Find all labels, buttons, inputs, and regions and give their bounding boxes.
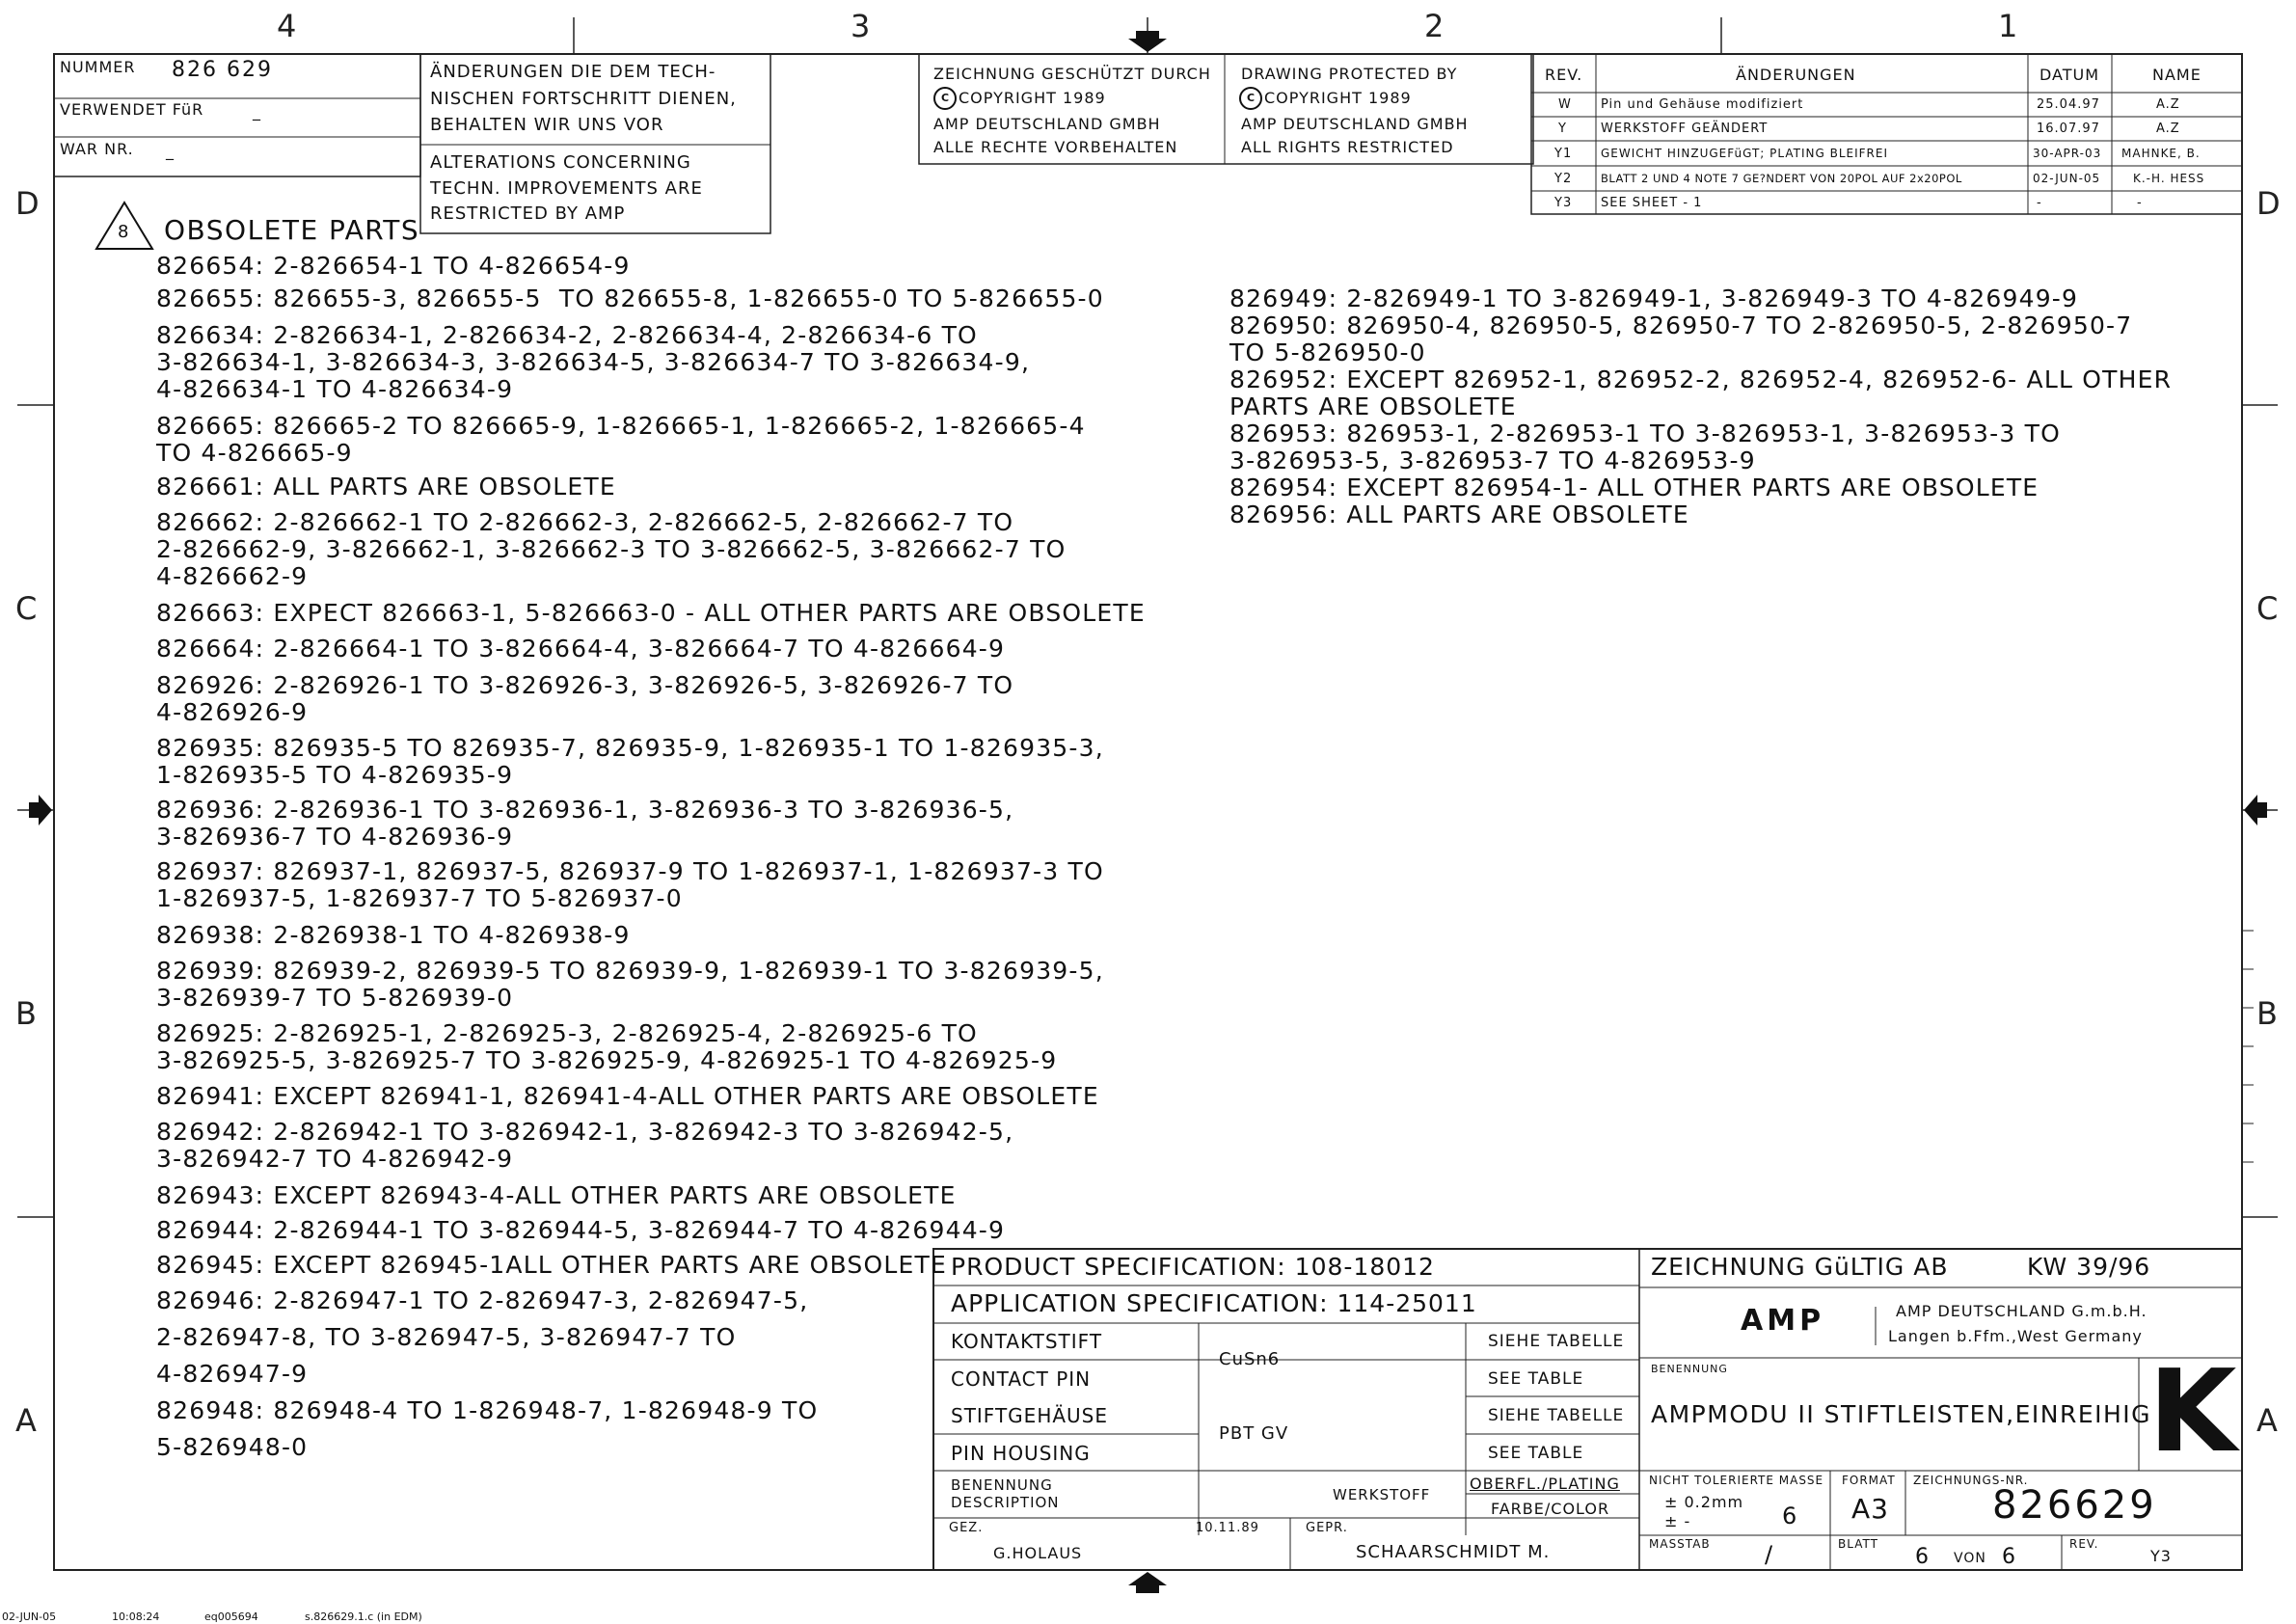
- copyright-de-line-3: AMP DEUTSCHLAND GMBH: [933, 115, 1161, 133]
- masstab-value: /: [1765, 1541, 1774, 1568]
- description-label: DESCRIPTION: [951, 1494, 1060, 1511]
- obsolete-list-right: 826949: 2-826949-1 TO 3-826949-1, 3-826949-3 TO 4-826949-9 826950: 826950-4, 826950-5, 826950-7 TO 2-826950-5, 2-826950-7 TO 5-826950-0 826952: EXCEPT 826952-1, 826952-2, 826952-4, 826952-6- ALL OTHER PARTS ARE OBSOLETE 826953: 826953-1, 2-826953-1 TO 3-826953-1, 3-826953-3 TO 3-826953-5, 3-826953-7 TO 4-826953-9 826954: EXCEPT 826954-1- ALL OTHER PARTS ARE OBSOLETE 826956: ALL PARTS ARE OBSOLETE: [1229, 284, 2173, 528]
- rev-row-4-name: K.-H. HESS: [2133, 172, 2205, 185]
- obsolete-entry: 826662: 2-826662-1 TO 2-826662-3, 2-826662-5, 2-826662-7 TO 2-826662-9, 3-826662-1, 3-826662-3 TO 3-826662-5, 3-826662-7 TO 4-826662-9: [156, 508, 1067, 590]
- rev-row-1-change: Pin und Gehäuse modifiziert: [1601, 97, 1804, 112]
- zone-label-left-d: D: [15, 185, 40, 222]
- rev-row-5-name: -: [2137, 196, 2143, 210]
- application-spec: APPLICATION SPECIFICATION: 114-25011: [951, 1289, 1477, 1317]
- zone-label-top-2: 2: [1424, 8, 1445, 44]
- zone-label-top-3: 3: [851, 8, 871, 44]
- gepr-name: SCHAARSCHMIDT M.: [1356, 1542, 1551, 1562]
- footer-date: 02-JUN-05: [2, 1610, 57, 1623]
- changes-de-line-1: ÄNDERUNGEN DIE DEM TECH-: [430, 62, 716, 82]
- zone-label-right-c: C: [2256, 590, 2279, 627]
- von-label: VON: [1954, 1551, 1986, 1566]
- tolerance-label: NICHT TOLERIERTE MASSE: [1649, 1474, 1824, 1487]
- obsolete-entry: 826664: 2-826664-1 TO 3-826664-4, 3-826664-7 TO 4-826664-9: [156, 635, 1006, 663]
- tolerance-2: ± -: [1664, 1512, 1691, 1530]
- farbe-color-label: FARBE/COLOR: [1491, 1500, 1610, 1518]
- zone-label-left-b: B: [15, 995, 37, 1032]
- contact-pin-label: CONTACT PIN: [951, 1367, 1092, 1391]
- copyright-de-line-1: ZEICHNUNG GESCHÜTZT DURCH: [933, 65, 1211, 83]
- copyright-en-line-4: ALL RIGHTS RESTRICTED: [1241, 138, 1454, 156]
- zone-label-right-a: A: [2256, 1402, 2278, 1439]
- rev-row-1-date: 25.04.97: [2037, 97, 2100, 112]
- obsolete-entry: 826943: EXCEPT 826943-4-ALL OTHER PARTS ARE OBSOLETE: [156, 1181, 957, 1209]
- changes-de-line-3: BEHALTEN WIR UNS VOR: [430, 115, 664, 135]
- drawing-title: AMPMODU II STIFTLEISTEN,EINREIHIG: [1651, 1400, 2152, 1428]
- benennung-small-label: BENENNUNG: [1651, 1363, 1728, 1375]
- gueltig-value: KW 39/96: [2027, 1253, 2151, 1281]
- obsolete-entry: 5-826948-0: [156, 1433, 309, 1461]
- changes-en-line-1: ALTERATIONS CONCERNING: [430, 152, 691, 173]
- copyright-de-line-2: COPYRIGHT 1989: [959, 89, 1106, 107]
- obsolete-entry: 826945: EXCEPT 826945-1ALL OTHER PARTS ARE OBSOLETE: [156, 1251, 947, 1279]
- obsolete-entry: 4-826947-9: [156, 1360, 309, 1388]
- werkstoff-label: WERKSTOFF: [1333, 1486, 1431, 1503]
- obsolete-entry: 826938: 2-826938-1 TO 4-826938-9: [156, 921, 631, 949]
- obsolete-entry: 826663: EXPECT 826663-1, 5-826663-0 - ALL OTHER PARTS ARE OBSOLETE: [156, 599, 1146, 627]
- rev-header-rev: REV.: [1545, 66, 1583, 84]
- rev-row-5-date: -: [2037, 196, 2042, 210]
- masstab-label: MASSTAB: [1649, 1537, 1711, 1551]
- material-cusn6: CuSn6: [1219, 1349, 1281, 1369]
- obsolete-entry: 826665: 826665-2 TO 826665-9, 1-826665-1, 1-826665-2, 1-826665-4 TO 4-826665-9: [156, 412, 1086, 467]
- war-nr-label: WAR NR.: [60, 140, 134, 158]
- rev-row-2-name: A.Z: [2156, 122, 2180, 136]
- zone-label-right-b: B: [2256, 995, 2278, 1032]
- obsolete-entry: 2-826947-8, TO 3-826947-5, 3-826947-7 TO: [156, 1323, 737, 1351]
- rev-row-3-name: MAHNKE, B.: [2121, 147, 2201, 160]
- verwendet-value: _: [253, 102, 261, 121]
- blatt-label: BLATT: [1838, 1537, 1878, 1551]
- obsolete-entry: 826939: 826939-2, 826939-5 TO 826939-9, 1-826939-1 TO 3-826939-5, 3-826939-7 TO 5-826939-0: [156, 957, 1104, 1012]
- see-table-1: SEE TABLE: [1488, 1369, 1584, 1389]
- rev-row-5-rev: Y3: [1554, 196, 1573, 210]
- stiftgehaeuse-label: STIFTGEHÄUSE: [951, 1404, 1109, 1427]
- obsolete-entry: 826948: 826948-4 TO 1-826948-7, 1-826948-9 TO: [156, 1396, 819, 1424]
- amp-logo: AMP: [1741, 1304, 1825, 1338]
- format-label: FORMAT: [1842, 1474, 1896, 1487]
- nummer-value: 826 629: [172, 58, 273, 82]
- zone-label-top-1: 1: [1998, 8, 2018, 44]
- rev-label: REV.: [2069, 1537, 2099, 1551]
- pin-housing-label: PIN HOUSING: [951, 1442, 1091, 1465]
- tolerance-1: ± 0.2mm: [1664, 1493, 1744, 1511]
- zone-label-left-c: C: [15, 590, 38, 627]
- copyright-de-line-4: ALLE RECHTE VORBEHALTEN: [933, 138, 1178, 156]
- gepr-label: GEPR.: [1306, 1521, 1348, 1535]
- rev-header-date: DATUM: [2039, 66, 2100, 84]
- siehe-tabelle-1: SIEHE TABELLE: [1488, 1332, 1625, 1351]
- obsolete-entry: 826654: 2-826654-1 TO 4-826654-9: [156, 252, 631, 280]
- obsolete-entry: 826941: EXCEPT 826941-1, 826941-4-ALL OTHER PARTS ARE OBSOLETE: [156, 1082, 1099, 1110]
- rev-header-changes: ÄNDERUNGEN: [1736, 66, 1856, 84]
- company-line-1: AMP DEUTSCHLAND G.m.b.H.: [1896, 1302, 2147, 1320]
- obsolete-entry: 826942: 2-826942-1 TO 3-826942-1, 3-826942-3 TO 3-826942-5, 3-826942-7 TO 4-826942-9: [156, 1118, 1014, 1173]
- rev-value: Y3: [2150, 1547, 2172, 1565]
- obsolete-entry: 826936: 2-826936-1 TO 3-826936-1, 3-826936-3 TO 3-826936-5, 3-826936-7 TO 4-826936-9: [156, 796, 1014, 851]
- kontaktstift-label: KONTAKTSTIFT: [951, 1330, 1103, 1353]
- verwendet-label: VERWENDET FüR: [60, 100, 204, 119]
- footer-id: eq005694: [204, 1610, 258, 1623]
- copyright-de-c-icon: C: [941, 92, 951, 104]
- obsolete-entry: 826925: 2-826925-1, 2-826925-3, 2-826925-4, 2-826925-6 TO 3-826925-5, 3-826925-7 TO 3-826925-9, 4-826925-1 TO 4-826925-9: [156, 1019, 1058, 1074]
- gez-date: 10.11.89: [1196, 1521, 1259, 1535]
- zone-label-left-a: A: [15, 1402, 37, 1439]
- see-table-2: SEE TABLE: [1488, 1444, 1584, 1463]
- rev-row-2-change: WERKSTOFF GEÄNDERT: [1601, 122, 1769, 136]
- tolerance-digit: 6: [1782, 1502, 1798, 1529]
- rev-row-3-rev: Y1: [1554, 147, 1573, 161]
- product-spec: PRODUCT SPECIFICATION: 108-18012: [951, 1253, 1435, 1281]
- changes-de-line-2: NISCHEN FORTSCHRITT DIENEN,: [430, 89, 737, 109]
- rev-row-1-name: A.Z: [2156, 97, 2180, 112]
- rev-row-4-change: BLATT 2 UND 4 NOTE 7 GE?NDERT VON 20POL AUF 2x20POL: [1601, 172, 1962, 185]
- obsolete-entry: 826935: 826935-5 TO 826935-7, 826935-9, 1-826935-1 TO 1-826935-3, 1-826935-5 TO 4-826935-9: [156, 734, 1104, 789]
- copyright-en-c-icon: C: [1247, 92, 1256, 104]
- obsolete-entry: 826946: 2-826947-1 TO 2-826947-3, 2-826947-5,: [156, 1286, 809, 1314]
- zone-label-right-d: D: [2256, 185, 2281, 222]
- zone-label-top-4: 4: [277, 8, 297, 44]
- rev-row-3-change: GEWICHT HINZUGEFüGT; PLATING BLEIFREI: [1601, 147, 1888, 160]
- obsolete-entry: 826655: 826655-3, 826655-5 TO 826655-8, 1-826655-0 TO 5-826655-0: [156, 284, 1104, 312]
- size-letter: K: [2148, 1344, 2237, 1477]
- footer-file: s.826629.1.c (in EDM): [305, 1610, 422, 1623]
- benennung-label: BENENNUNG: [951, 1476, 1053, 1494]
- obsolete-entry: 826937: 826937-1, 826937-5, 826937-9 TO 1-826937-1, 1-826937-3 TO 1-826937-5, 1-826937-7 TO 5-826937-0: [156, 857, 1104, 912]
- obsolete-entry: 826944: 2-826944-1 TO 3-826944-5, 3-826944-7 TO 4-826944-9: [156, 1216, 1006, 1244]
- format-value: A3: [1851, 1493, 1889, 1525]
- changes-en-line-3: RESTRICTED BY AMP: [430, 203, 626, 224]
- copyright-en-line-1: DRAWING PROTECTED BY: [1241, 65, 1458, 83]
- zeichnungs-nr-label: ZEICHNUNGS-NR.: [1913, 1474, 2029, 1487]
- nummer-label: NUMMER: [60, 58, 136, 76]
- von-value: 6: [2002, 1545, 2016, 1569]
- obsolete-entry: 826926: 2-826926-1 TO 3-826926-3, 3-826926-5, 3-826926-7 TO 4-826926-9: [156, 671, 1014, 726]
- rev-row-5-change: SEE SHEET - 1: [1601, 196, 1703, 210]
- oberfl-plating-label: OBERFL./PLATING: [1470, 1475, 1620, 1493]
- rev-row-1-rev: W: [1558, 97, 1572, 112]
- material-pbt-gv: PBT GV: [1219, 1423, 1289, 1444]
- obsolete-entry: 826661: ALL PARTS ARE OBSOLETE: [156, 473, 616, 501]
- siehe-tabelle-2: SIEHE TABELLE: [1488, 1406, 1625, 1425]
- rev-row-4-date: 02-JUN-05: [2033, 172, 2101, 185]
- footer-time: 10:08:24: [112, 1610, 160, 1623]
- obsolete-entry: 826634: 2-826634-1, 2-826634-2, 2-826634-4, 2-826634-6 TO 3-826634-1, 3-826634-3, 3-826634-5, 3-826634-7 TO 3-826634-9, 4-826634-1 TO 4-826634-9: [156, 321, 1031, 403]
- obsolete-title: OBSOLETE PARTS: [164, 214, 420, 246]
- gez-name: G.HOLAUS: [993, 1544, 1083, 1562]
- gueltig-label: ZEICHNUNG GüLTIG AB: [1651, 1253, 1949, 1281]
- drawing-number: 826629: [1992, 1483, 2157, 1528]
- rev-row-4-rev: Y2: [1554, 172, 1573, 186]
- gez-label: GEZ.: [949, 1521, 984, 1535]
- note-number: 8: [118, 222, 130, 242]
- company-line-2: Langen b.Ffm.,West Germany: [1888, 1327, 2143, 1345]
- blatt-value: 6: [1915, 1545, 1930, 1569]
- copyright-en-line-2: COPYRIGHT 1989: [1264, 89, 1412, 107]
- rev-row-2-rev: Y: [1558, 122, 1567, 136]
- rev-header-name: NAME: [2152, 66, 2201, 84]
- rev-row-3-date: 30-APR-03: [2033, 147, 2102, 160]
- rev-row-2-date: 16.07.97: [2037, 122, 2100, 136]
- war-nr-value: _: [166, 142, 175, 160]
- changes-en-line-2: TECHN. IMPROVEMENTS ARE: [430, 178, 703, 199]
- copyright-en-line-3: AMP DEUTSCHLAND GMBH: [1241, 115, 1469, 133]
